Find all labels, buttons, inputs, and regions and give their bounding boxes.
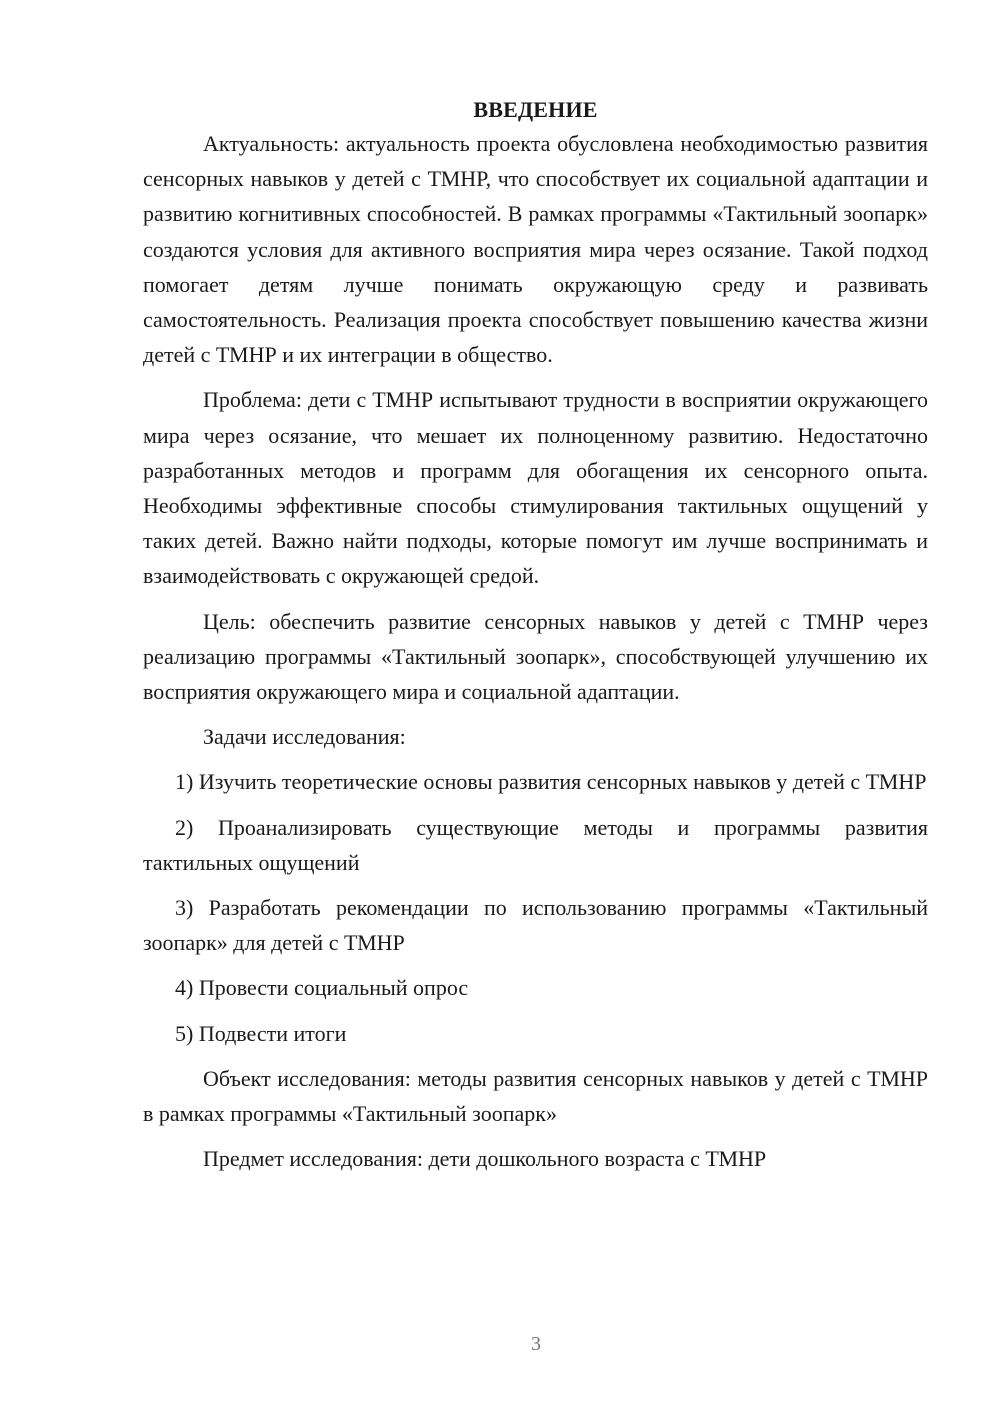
paragraph-spacer xyxy=(143,372,928,382)
document-page xyxy=(143,94,928,1176)
task-item-4: 4) Провести социальный опрос xyxy=(175,975,469,1001)
task-item-2: 2) Проанализировать существующие методы и программы развития тактильных ощущений xyxy=(143,814,928,875)
paragraph-spacer xyxy=(143,709,928,719)
subject-paragraph: Предмет исследования: дети дошкольного возраста с ТМНР xyxy=(203,1146,767,1172)
paragraph-spacer xyxy=(143,800,928,810)
paragraph-spacer xyxy=(143,1006,928,1016)
problem-paragraph: Проблема: дети с ТМНР испытывают трудности в восприятии окружающего мира через осязание, что мешает их полноценному развитию. Недостаточно разработанных методов и программ для обогащения их сенсорного опыта. Необходимы эффективные способы стимулирования тактильных ощущений у таких детей. Важно найти подходы, которые помогут им лучше воспринимать и взаимодействовать с окружающей средой. xyxy=(143,387,928,589)
page-number: 3 xyxy=(531,1333,541,1355)
paragraph-spacer xyxy=(143,1131,928,1141)
task-item-1: 1) Изучить теоретические основы развития сенсорных навыков у детей с ТМНР xyxy=(175,769,927,795)
relevance-paragraph: Актуальность: актуальность проекта обусловлена необходимостью развития сенсорных навыков у детей с ТМНР, что способствует их социальной адаптации и развитию когнитивных способностей. В рамках программы «Тактильный зоопарк» создаются условия для активного восприятия мира через осязание. Такой подход помогает детям лучше понимать окружающую среду и развивать самостоятельность. Реализация проекта способствует повышению качества жизни детей с ТМНР и их интеграции в общество. xyxy=(143,131,928,368)
object-paragraph: Объект исследования: методы развития сенсорных навыков у детей с ТМНР в рамках программы «Тактильный зоопарк» xyxy=(143,1065,928,1127)
tasks-heading: Задачи исследования: xyxy=(203,724,406,750)
paragraph-spacer xyxy=(143,594,928,604)
paragraph-spacer xyxy=(143,880,928,890)
section-title: ВВЕДЕНИЕ xyxy=(473,97,598,122)
goal-paragraph: Цель: обеспечить развитие сенсорных навыков у детей с ТМНР через реализацию программы «Тактильный зоопарк», способствующей улучшению их восприятия окружающего мира и социальной адаптации. xyxy=(143,608,928,705)
paragraph-spacer xyxy=(143,960,928,970)
task-item-3: 3) Разработать рекомендации по использованию программы «Тактильный зоопарк» для детей с ТМНР xyxy=(143,895,928,956)
paragraph-spacer xyxy=(143,1051,928,1061)
task-item-5: 5) Подвести итоги xyxy=(175,1020,347,1046)
paragraph-spacer xyxy=(143,754,928,764)
